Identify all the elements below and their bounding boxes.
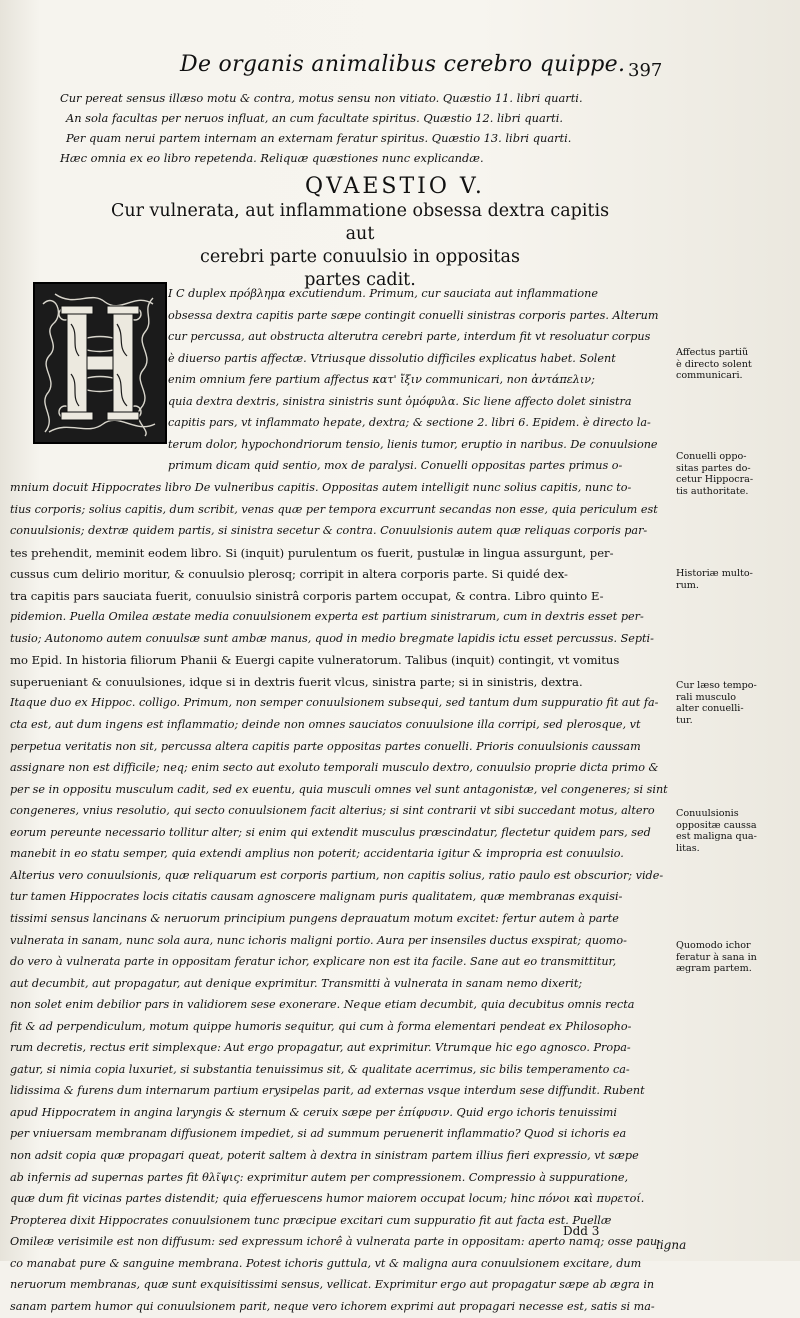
body-line: per vniuersam membranam diffusionem impediet, si ad summum peruenerit inflammatio? Quod si ichoris ea [10, 1127, 627, 1141]
body-line: Itaque duo ex Hippoc. colligo. Primum, non semper conuulsionem subsequi, sed tantum dum suppuratio fit aut fa- [10, 696, 659, 710]
body-line: I C duplex πρόβλημα excutiendum. Primum, cur sauciata aut inflammatione [168, 287, 598, 300]
margin-note-line: Conuulsionis [676, 808, 739, 819]
margin-note-line: è directo solent [676, 358, 752, 370]
margin-note-line: communicari. [676, 370, 743, 381]
body-line: tra capitis pars sauciata fuerit, conuulsio sinistrâ corporis partem occupat, & contra. Libro quinto E- [10, 588, 604, 603]
question-line: Hæc omnia ex eo libro repetenda. Reliquæ quæstiones nunc explicandæ. [60, 151, 484, 165]
body-line: lidissima & furens dum internarum partium erysipelas parit, ad externas vsque interdum sese diffundit. Rubent [10, 1084, 645, 1098]
body-line: Omileæ verisimile est non diffusum: sed expressum ichorê à vulnerata parte in oppositam: aperto namq; osse pau- [10, 1235, 661, 1249]
title-line: cerebri parte conuulsio in oppositas [200, 247, 520, 267]
body-line: tes prehendit, meminit eodem libro. Si (inquit) purulentum os fuerit, pustulæ in lingua assurgunt, per- [10, 545, 614, 560]
margin-note-line: alter conuelli- [676, 703, 744, 714]
body-line: è diuerso partis affectæ. Vtriusque dissolutio difficiles explicatus habet. Solent [168, 351, 616, 365]
body-line: do vero à vulnerata parte in oppositam feratur ichor, explicare non est ita facile. Sane aut eo transmittitur, [10, 955, 617, 969]
margin-note [676, 451, 796, 497]
body-line: terum dolor, hypochondriorum tensio, lienis tumor, eruptio in naribus. De conuulsione [168, 437, 658, 451]
title-line: Cur vulnerata, aut inflammatione obsessa dextra capitis aut [110, 201, 610, 244]
margin-note-line: tur. [676, 714, 693, 726]
body-line: enim omnium fere partium affectus κατ' ἴξιν communicari, non ἀντάπελιν; [168, 373, 595, 387]
body-line: tius corporis; solius capitis, dum scribit, venas quæ per tempora excurrunt secandas non esse, quia periculum est [10, 502, 658, 516]
margin-note-line: Historiæ multo- [676, 568, 753, 579]
body-line: neruorum membranas, quæ sunt exquisitissimi sensus, vellicat. Exprimitur ergo aut propagatur sæpe ab ægra in [10, 1278, 655, 1292]
body-line: manebit in eo statu semper, quia extendi amplius non poterit; accidentaria igitur & impropria est conuulsio. [10, 847, 624, 861]
body-line: aut decumbit, aut propagatur, aut denique exprimitur. Transmitti à vulnerata in sanam nemo dixerit; [10, 976, 583, 990]
quaestio-title [110, 200, 610, 292]
margin-note [676, 808, 796, 854]
running-head: De organis animalibus cerebro quippe. [180, 52, 626, 77]
body-line: mo Epid. In historia filiorum Phanii & Euergi capite vulneratorum. Talibus (inquit) contingit, vt vomitus [10, 653, 620, 668]
body-line: cur percussa, aut obstructa alterutra cerebri parte, interdum fit vt resoluatur corpus [168, 330, 651, 344]
body-line: mnium docuit Hippocrates libro De vulneribus capitis. Oppositas autem intelligit nunc solius capitis, nunc to- [10, 480, 632, 494]
body-line: tissimi sensus lancinans & neruorum principium pungens deprauatum motum excitet: fertur autem à parte [10, 911, 619, 925]
margin-note-line: Quomodo ichor [676, 940, 751, 951]
body-line: Propterea dixit Hippocrates conuulsionem tunc præcipue excitari cum suppuratio fit aut facta est. Puellæ [10, 1213, 612, 1227]
margin-note-line: ægram partem. [676, 963, 752, 974]
body-line: congeneres, vnius resolutio, qui secto conuulsionem facit alterius; si sint contrarii vt sibi succedant motus, altero [10, 804, 655, 818]
ornament-initial-icon [35, 284, 165, 442]
body-line: cussus cum delirio moritur, & conuulsio plerosq; corripit in altera corporis parte. Si quidé dex- [10, 567, 568, 582]
body-line: quia dextra dextris, sinistra sinistris sunt ὁμόφυλα. Sic liene affecto dolet sinistra [168, 394, 632, 408]
body-line: perpetua veritatis non sit, percussa altera capitis parte oppositas partes conuelli. Prioris conuulsionis caussam [10, 739, 641, 753]
question-line: Cur pereat sensus illæso motu & contra, motus sensu non vitiato. Quæstio 11. libri quarti. [60, 91, 583, 105]
body-line: Alterius vero conuulsionis, quæ reliquarum est corporis partium, non capitis solius, ratio paulo est obscurior; vide- [10, 868, 664, 882]
catchword: ligna [656, 1238, 687, 1252]
margin-note-line: litas. [676, 842, 700, 854]
body-line: per se in oppositu musculum cadit, sed ex euentu, quia musculi omnes vel sunt antagonistæ, vel congeneres; si sint [10, 782, 668, 796]
question-list [60, 88, 583, 168]
body-line: eorum pereunte necessario tollitur alter; si enim qui extendit musculus præscindatur, flectetur quidem pars, sed [10, 825, 651, 839]
body-line: pidemion. Puella Omilea æstate media conuulsionem experta est partium sinistrarum, cum in dextris esset per- [10, 610, 644, 624]
margin-note-line: est maligna qua- [676, 831, 757, 842]
body-line: sanam partem humor qui conuulsionem parit, neque vero ichorem exprimi aut propagari necesse est, satis si ma- [10, 1299, 655, 1313]
margin-note-line: Affectus partiũ [676, 347, 749, 358]
body-line: apud Hippocratem in angina laryngis & sternum & ceruix sæpe per ἐπίφυσιν. Quid ergo ichoris tenuissimi [10, 1105, 617, 1119]
margin-note-line: rali musculo [676, 691, 737, 703]
title-line: partes cadit. [304, 270, 416, 290]
body-line: gatur, si nimia copia luxuriet, si substantia tenuissimus sit, & qualitate acerrimus, sic bilis temperamento ca- [10, 1062, 630, 1076]
body-line: conuulsionis; dextræ quidem partis, si sinistra secetur & contra. Conuulsionis autem quæ reliquas corporis par- [10, 524, 648, 538]
body-line: vulnerata in sanam, nunc sola aura, nunc ichoris maligni portio. Aura per insensiles ductus exspirat; quomo- [10, 933, 627, 947]
margin-note [676, 568, 796, 591]
body-line: ab infernis ad supernas partes fit θλῖψις: exprimitur autem per compressionem. Compressio à suppuratione, [10, 1170, 629, 1184]
body-line: tusio; Autonomo autem conuulsæ sunt ambæ manus, quod in medio bregmate lapidis ictu esset percussus. Septi- [10, 631, 654, 645]
margin-note-line: feratur à sana in [676, 951, 757, 963]
margin-note-line: Cur læso tempo- [676, 680, 757, 691]
body-line: obsessa dextra capitis parte sæpe contingit conuelli sinistras corporis partes. Alterum [168, 308, 659, 322]
margin-note-line: rum. [676, 579, 699, 591]
margin-note-line: sitas partes do- [676, 462, 751, 474]
body-line: superueniant & conuulsiones, idque si in dextris fuerit vlcus, sinistra parte; si in sinistris, dextra. [10, 674, 583, 689]
margin-note [676, 680, 796, 726]
signature-mark: Ddd 3 [563, 1224, 600, 1238]
margin-note [676, 940, 796, 975]
margin-note-line: cetur Hippocra- [676, 474, 754, 485]
page-number: 397 [628, 60, 663, 81]
margin-note [676, 347, 796, 382]
quaestio-label: QVAESTIO V. [305, 174, 485, 199]
question-line: Per quam nerui partem internam an externam feratur spiritus. Quæstio 13. libri quarti. [66, 131, 572, 145]
decorated-initial-h [33, 282, 167, 444]
body-line: quæ dum fit vicinas partes distendit; quia efferuescens humor maiorem occupat locum; hinc πόνοι καὶ πυρετοί. [10, 1192, 645, 1206]
body-line: capitis pars, vt inflammato hepate, dextra; & sectione 2. libri 6. Epidem. è directo la- [168, 416, 651, 430]
margin-note-line: tis authoritate. [676, 485, 749, 497]
body-line: non solet enim debilior pars in validiorem sese exonerare. Neque etiam decumbit, quia decubitus omnis recta [10, 998, 635, 1012]
body-line: tur tamen Hippocrates locis citatis causam agnoscere malignam puris qualitatem, quæ membranas exquisi- [10, 890, 623, 904]
body-line: assignare non est difficile; neq; enim secto aut exoluto temporali musculo dextro, conuulsio proprie dicta primo & [10, 761, 659, 775]
question-line: An sola facultas per neruos influat, an cum facultate spiritus. Quæstio 12. libri quarti. [66, 111, 564, 125]
margin-note-line: Conuelli oppo- [676, 451, 747, 462]
body-line: fit & ad perpendiculum, motum quippe humoris sequitur, qui cum à forma elementari pendeat ex Philosopho- [10, 1019, 632, 1033]
body-line: co manabat pure & sanguine membrana. Potest ichoris guttula, vt & maligna aura conuulsionem excitare, dum [10, 1256, 642, 1270]
body-line: primum dicam quid sentio, mox de paralysi. Conuelli oppositas partes primus o- [168, 459, 623, 473]
body-line: non adsit copia quæ propagari queat, poterit saltem à dextra in sinistram partem illius fieri expressio, vt sæpe [10, 1149, 639, 1162]
margin-note-line: oppositæ caussa [676, 819, 757, 831]
body-line: rum decretis, rectus erit simplexque: Aut ergo propagatur, aut exprimitur. Vtrumque hic ego agnosco. Propa- [10, 1041, 631, 1055]
body-line: cta est, aut dum ingens est inflammatio; deinde non omnes sauciatos conuulsione illa corripi, sed plerosque, vt [10, 718, 641, 731]
